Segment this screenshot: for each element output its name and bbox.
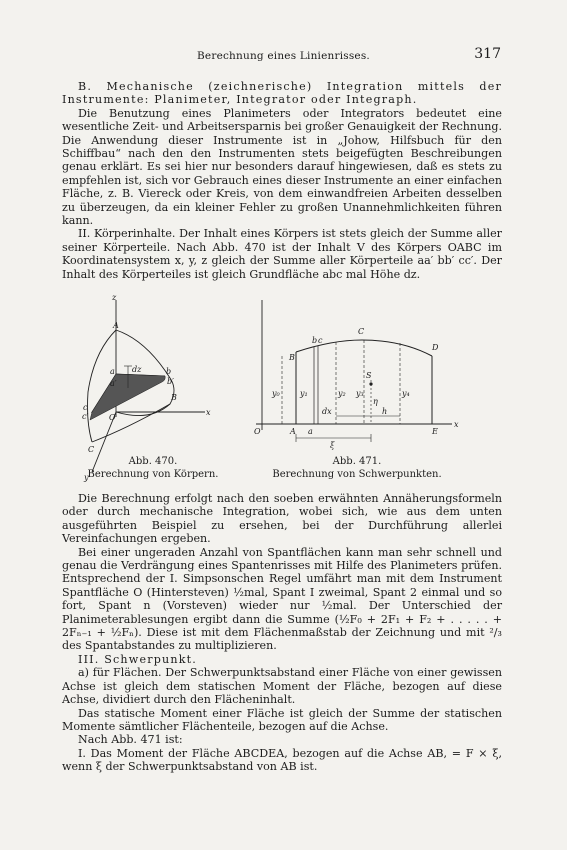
label-O: O: [109, 413, 116, 422]
label-y3: y₃: [356, 389, 364, 398]
paragraph-moment-flaeche: I. Das Moment der Fläche ABCDEA, bezogen auf die Achse AB, = F × ξ, wenn ξ der Schwerpunktsabstand von AB ist.: [62, 746, 502, 774]
figure-470-title: Berechnung von Körpern.: [87, 468, 219, 480]
label-c-prime: c′: [82, 412, 89, 421]
paragraph-koerperinhalte: II. Körperinhalte. Der Inhalt eines Körpers ist stets gleich der Summe aller seiner Körperteile. Nach Abb. 470 ist der Inhalt V des Körpers OABC im Koordinatensystem x, y, z gleich der Summe aller Körperteile aa′ bb′ cc′. Der Inhalt des Körperteiles ist gleich Grundfläche abc mal Höhe dz.: [62, 227, 502, 281]
label-c: c: [318, 336, 323, 345]
label-a-prime: a′: [110, 379, 117, 388]
label-y: y: [84, 473, 89, 482]
label-B: B: [171, 393, 177, 402]
label-a: a: [110, 367, 115, 376]
label-x: x: [206, 408, 211, 417]
paragraph-flaechen: a) für Flächen. Der Schwerpunktsabstand einer Fläche von einer gewissen Achse ist gleich dem statischen Moment der Fläche, bezogen auf diese Achse, dividiert durch den Flächeninhalt.: [62, 666, 502, 707]
figure-470-caption: [78, 456, 228, 481]
label-z: z: [112, 293, 117, 302]
label-S: S: [366, 371, 372, 380]
label-a: a: [308, 427, 313, 436]
label-y4: y₄: [402, 389, 410, 398]
text-block-top: [62, 80, 502, 281]
label-y1: y₁: [300, 389, 308, 398]
label-O: O: [254, 427, 261, 436]
label-eta: η: [373, 397, 378, 406]
figure-471-caption: [252, 456, 462, 481]
label-dz: dz: [132, 365, 142, 374]
figure-470-diagram: [70, 292, 235, 482]
label-b: b: [312, 336, 318, 345]
paragraph-mechanical-integration: B. Mechanische (zeichnerische) Integration mittels der Instrumente: Planimeter, Integrator oder Integraph.: [62, 80, 502, 107]
label-C: C: [88, 445, 95, 454]
label-E: E: [432, 427, 438, 436]
label-b-prime: b′: [167, 377, 174, 386]
paragraph-statisches-moment: Das statische Moment einer Fläche ist gleich der Summe der statischen Momente sämtlicher Flächenteile, bezogen auf die Achse.: [62, 706, 502, 733]
paragraph-planimeter-usage: Die Benutzung eines Planimeters oder Integrators bedeutet eine wesentliche Zeit- und Arbeitsersparnis bei großer Genauigkeit der Rechnung. Die Anwendung dieser Instrumente ist in „Johow, Hilfsbuch für den Schiffbau“ nach den den Instrumenten stets beigefügten Beschreibungen genau erklärt. Es sei hier nur besonders darauf hingewiesen, daß es stets zu empfehlen ist, sich vor Gebrauch eines dieser Instrumente an einer einfachen Fläche, z. B. Viereck oder Kreis, von dem einwandfreien Arbeiten desselben zu überzeugen, da ein kleiner Fehler zu großen Unannehmlichkeiten führen kann.: [62, 106, 502, 228]
page-number: 317: [474, 46, 501, 62]
label-C: C: [358, 327, 365, 336]
label-x: x: [454, 420, 459, 429]
figure-471-diagram: [252, 300, 462, 460]
section-heading-schwerpunkt: III. Schwerpunkt.: [78, 652, 198, 666]
label-y0: y₀: [272, 389, 280, 398]
running-header: Berechnung eines Linienrisses.: [197, 50, 370, 62]
figure-471-title: Berechnung von Schwerpunkten.: [272, 468, 442, 480]
label-A: A: [290, 427, 296, 436]
label-h: h: [382, 407, 388, 416]
centroid-S: [369, 382, 372, 385]
label-dx: dx: [322, 407, 332, 416]
text-block-bottom: [62, 492, 502, 774]
paragraph-berechnung: Die Berechnung erfolgt nach den soeben erwähnten Annäherungsformeln oder durch mechanische Integration, wobei sich, wie aus dem unten ausgeführten Beispiel zu ersehen, bei der Durchführung allerlei Vereinfachungen ergeben.: [62, 492, 502, 546]
label-c: c: [83, 403, 88, 412]
paragraph-nach-abb: Nach Abb. 471 ist:: [78, 733, 183, 747]
label-b: b: [166, 367, 172, 376]
figure-470-number: Abb. 470.: [128, 456, 178, 467]
label-D: D: [432, 343, 439, 352]
label-y2: y₂: [338, 389, 346, 398]
figure-471-number: Abb. 471.: [332, 456, 382, 467]
label-B: B: [289, 353, 295, 362]
label-A: A: [113, 321, 119, 330]
paragraph-simpson-rule: Bei einer ungeraden Anzahl von Spantflächen kann man sehr schnell und genau die Verdrängung eines Spantenrisses mit Hilfe des Planimeters prüfen. Entsprechend der I. Simpsonschen Regel umfährt man mit dem Instrument Spantfläche O (Hintersteven) ½mal, Spant I zweimal, Spant 2 einmal und so fort, Spant n (Vorsteven) wieder nur ½mal. Der Unterschied der Planimeterablesungen ergibt dann die Summe (½F₀ + 2F₁ + F₂ + . . . . . + 2Fₙ₋₁ + ½Fₙ). Diese ist mit dem Flächenmaßstab der Zeichnung und mit ²/₃ des Spantabstandes zu multiplizieren.: [62, 545, 502, 653]
label-xi: ξ: [330, 441, 335, 450]
